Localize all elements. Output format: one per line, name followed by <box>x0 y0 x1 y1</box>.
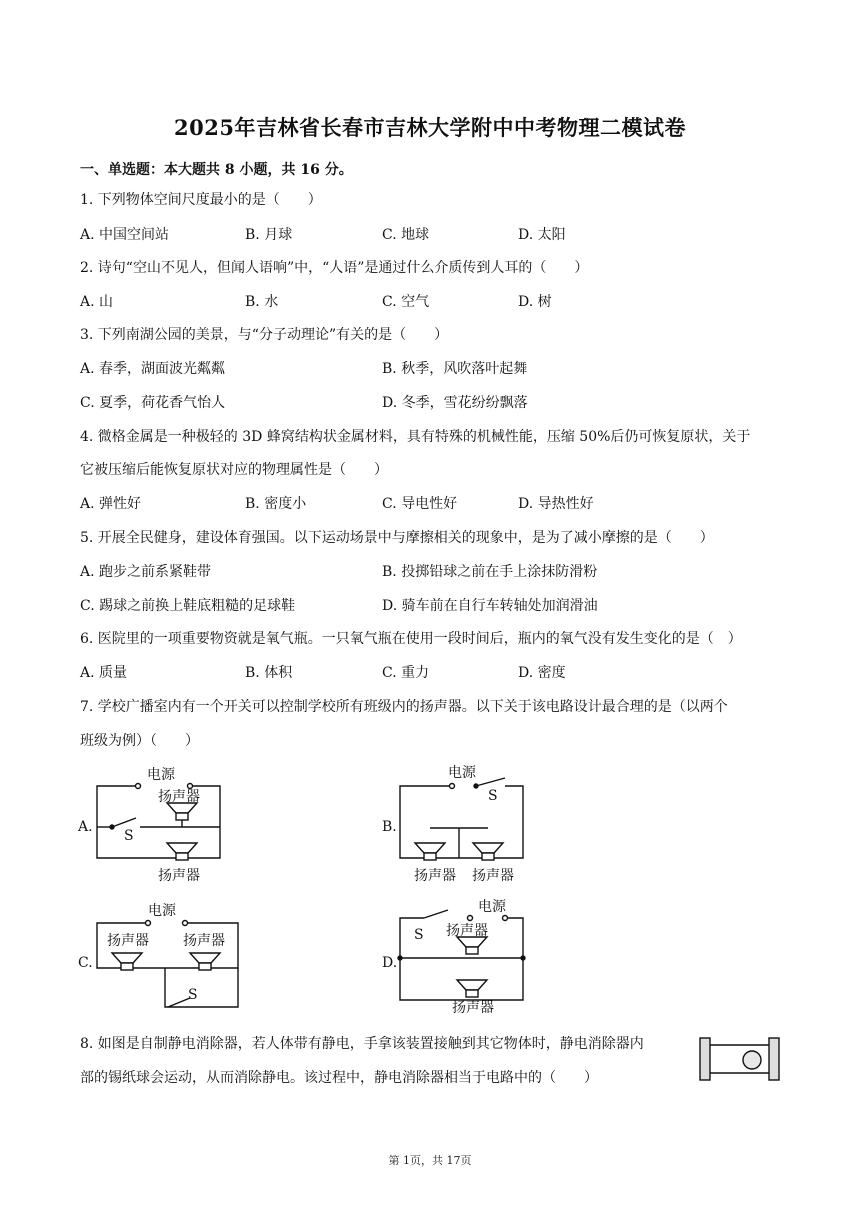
question-3: 3. 下列南湖公园的美景，与“分子动理论”有关的是（ ） <box>80 327 449 343</box>
option-4a[interactable]: A. 弹性好 <box>80 496 142 512</box>
label-power-a: 电源 <box>147 767 175 783</box>
label-speaker-d2: 扬声器 <box>452 1000 494 1016</box>
option-2a[interactable]: A. 山 <box>80 294 114 310</box>
option-5c[interactable]: C. 踢球之前换上鞋底粗糙的足球鞋 <box>80 598 296 614</box>
question-8-line1: 8. 如图是自制静电消除器，若人体带有静电，手拿该装置接触到其它物体时，静电消除器内 <box>80 1036 644 1052</box>
static-eliminator-figure <box>700 1038 779 1080</box>
label-speaker-a2: 扬声器 <box>158 868 200 884</box>
option-6c[interactable]: C. 重力 <box>382 665 430 681</box>
section-heading: 一、单选题：本大题共 8 小题，共 16 分。 <box>80 162 353 178</box>
label-speaker-a1: 扬声器 <box>158 789 200 805</box>
option-4d[interactable]: D. 导热性好 <box>518 496 594 512</box>
option-1a[interactable]: A. 中国空间站 <box>80 227 170 243</box>
option-6d[interactable]: D. 密度 <box>518 665 566 681</box>
label-switch-b: S <box>488 788 498 804</box>
label-switch-a: S <box>124 828 134 844</box>
option-4c[interactable]: C. 导电性好 <box>382 496 458 512</box>
circuit-b <box>400 778 523 860</box>
question-5: 5. 开展全民健身，建设体育强国。以下运动场景中与摩擦相关的现象中，是为了减小摩擦的是（ ） <box>80 530 714 546</box>
label-switch-c: S <box>188 987 198 1003</box>
question-2: 2. 诗句“空山不见人，但闻人语响”中，“人语”是通过什么介质传到人耳的（ ） <box>80 260 589 276</box>
label-speaker-c1: 扬声器 <box>107 933 149 949</box>
question-7-line1: 7. 学校广播室内有一个开关可以控制学校所有班级内的扬声器。以下关于该电路设计最合理的是（以两个 <box>80 699 728 715</box>
option-7a[interactable]: A. <box>78 819 93 835</box>
label-power-d: 电源 <box>478 899 506 915</box>
option-6b[interactable]: B. 体积 <box>245 665 293 681</box>
label-power-b: 电源 <box>448 765 476 781</box>
label-speaker-b1: 扬声器 <box>414 868 456 884</box>
page-title: 2025年吉林省长春市吉林大学附中中考物理二模试卷 <box>174 115 686 140</box>
option-5d[interactable]: D. 骑车前在自行车转轴处加润滑油 <box>382 598 598 614</box>
question-7-line2: 班级为例）（ ） <box>80 733 199 749</box>
option-5a[interactable]: A. 跑步之前系紧鞋带 <box>80 564 212 580</box>
option-5b[interactable]: B. 投掷铅球之前在手上涂抹防滑粉 <box>382 564 598 580</box>
option-3a[interactable]: A. 春季，湖面波光粼粼 <box>80 361 226 377</box>
label-speaker-d1: 扬声器 <box>446 923 488 939</box>
option-2c[interactable]: C. 空气 <box>382 294 430 310</box>
label-switch-d: S <box>414 927 424 943</box>
option-7d[interactable]: D. <box>382 955 398 971</box>
option-3b[interactable]: B. 秋季，风吹落叶起舞 <box>382 361 528 377</box>
question-8-line2: 部的锡纸球会运动，从而消除静电。该过程中，静电消除器相当于电路中的（ ） <box>80 1070 598 1086</box>
label-speaker-b2: 扬声器 <box>472 868 514 884</box>
option-2d[interactable]: D. 树 <box>518 294 552 310</box>
question-1: 1. 下列物体空间尺度最小的是（ ） <box>80 192 322 208</box>
label-power-c: 电源 <box>148 903 176 919</box>
option-6a[interactable]: A. 质量 <box>80 665 128 681</box>
option-3c[interactable]: C. 夏季，荷花香气怡人 <box>80 395 226 411</box>
option-4b[interactable]: B. 密度小 <box>245 496 307 512</box>
label-speaker-c2: 扬声器 <box>183 933 225 949</box>
option-3d[interactable]: D. 冬季，雪花纷纷飘落 <box>382 395 528 411</box>
question-4-line1: 4. 微格金属是一种极轻的 3D 蜂窝结构状金属材料，具有特殊的机械性能，压缩 50%后仍可恢复原状，关于 <box>80 429 751 445</box>
option-2b[interactable]: B. 水 <box>245 294 279 310</box>
page-footer: 第 1页，共 17页 <box>388 1154 472 1167</box>
question-4-line2: 它被压缩后能恢复原状对应的物理属性是（ ） <box>80 462 388 478</box>
option-7b[interactable]: B. <box>382 819 397 835</box>
option-1b[interactable]: B. 月球 <box>245 227 293 243</box>
question-6: 6. 医院里的一项重要物资就是氧气瓶。一只氧气瓶在使用一段时间后，瓶内的氧气没有发生变化的是（ ） <box>80 631 742 647</box>
option-7c[interactable]: C. <box>78 955 93 971</box>
option-1c[interactable]: C. 地球 <box>382 227 430 243</box>
option-1d[interactable]: D. 太阳 <box>518 227 566 243</box>
